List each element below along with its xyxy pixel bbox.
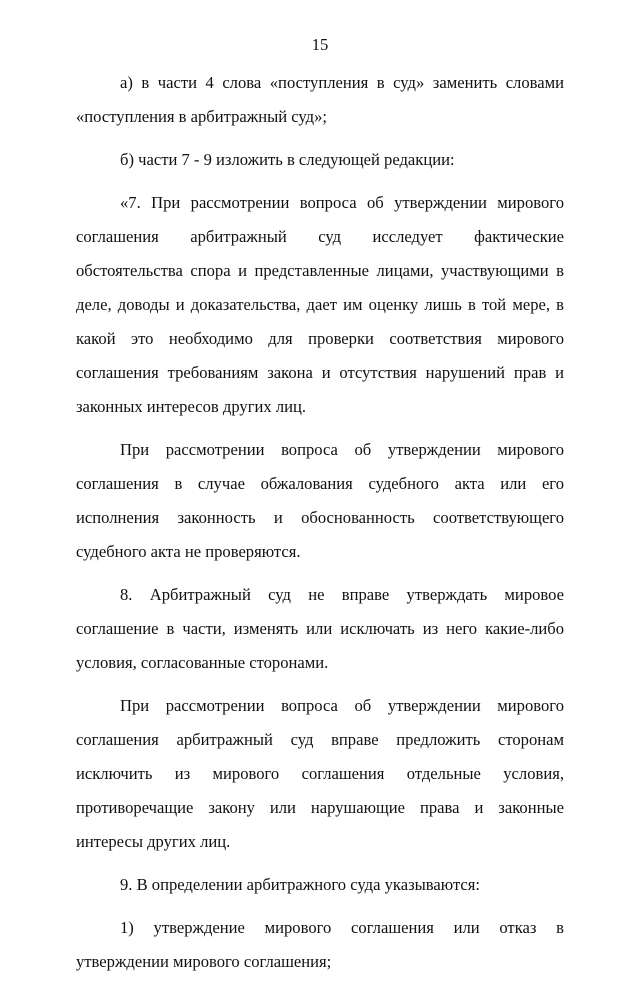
paragraph-b: б) части 7 - 9 изложить в следующей редакции: [120,150,455,169]
paragraph-part-8-exclusion: При рассмотрении вопроса об утверждении мирового соглашения арбитражный суд вправе предложить сторонам исключить из мирового соглашения отдельные условия, противоречащие закону или нарушающие права и законные интересы других лиц. [76,696,564,851]
paragraph-part-9-item-1: 1) утверждение мирового соглашения или отказ в утверждении мирового соглашения; [76,918,564,971]
paragraph-part-7-appeal: При рассмотрении вопроса об утверждении мирового соглашения в случае обжалования судебного акта или его исполнения законность и обоснованность соответствующего судебного акта не проверяются. [76,440,564,561]
paragraph-part-9: 9. В определении арбитражного суда указываются: [120,875,481,894]
paragraph-part-7: «7. При рассмотрении вопроса об утверждении мирового соглашения арбитражный суд исследует фактические обстоятельства спора и представленные лицами, участвующими в деле, доводы и доказательства, дает им оценку лишь в той мере, в какой это необходимо для проверки соответствия мирового соглашения требованиям закона и отсутствия нарушений прав и законных интересов других лиц. [76,193,564,416]
page-number: 15 [311,35,329,54]
paragraph-a: а) в части 4 слова «поступления в суд» заменить словами «поступления в арбитражный суд»; [76,73,564,126]
paragraph-part-8: 8. Арбитражный суд не вправе утверждать мировое соглашение в части, изменять или исключать из него какие-либо условия, согласованные сторонами. [76,585,564,672]
document-body [76,66,564,988]
